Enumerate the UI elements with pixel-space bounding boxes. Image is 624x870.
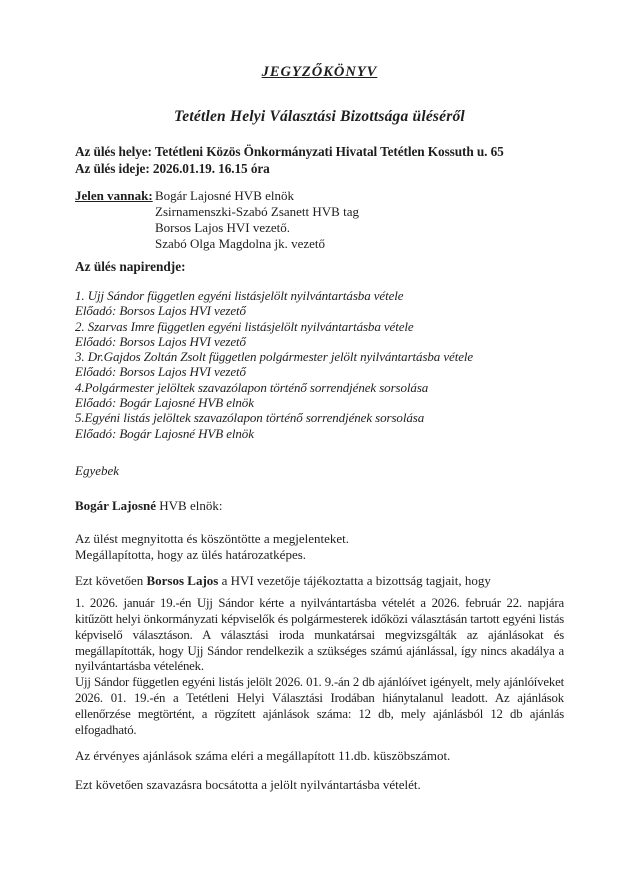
agenda-item: 3. Dr.Gajdos Zoltán Zsolt független polgármester jelölt nyilvántartásba vétele bbox=[75, 349, 474, 365]
attendees-label: Jelen vannak: bbox=[75, 188, 153, 203]
body-paragraph-registration: 1. 2026. január 19.-én Ujj Sándor kérte a nyilvántartásba vételét a 2026. február 22. napjára kitűzött helyi önkormányzati képviselők és polgármesterek időközi választásán tartott egyéni listás képviselő választáson. A választási iroda munkatársai megvizsgálták az ajánlásokat és megállapították, hogy Ujj Sándor rendelkezik a szükséges számú ajánlással, így nincs akadálya a nyilvántartásba vételének. bbox=[75, 596, 564, 674]
body-paragraph-threshold: Az érvényes ajánlások száma eléri a megállapított 11.db. küszöbszámot. bbox=[75, 748, 451, 764]
agenda-list bbox=[75, 288, 564, 441]
agenda-presenter: Előadó: Borsos Lajos HVI vezető bbox=[75, 364, 246, 380]
agenda-presenter: Előadó: Borsos Lajos HVI vezető bbox=[75, 333, 246, 349]
agenda-item: 4.Polgármester jelöltek szavazólapon történő sorrendjének sorsolása bbox=[75, 379, 429, 395]
hvi-info-line bbox=[75, 573, 564, 589]
agenda-item: 2. Szarvas Imre független egyéni listásjelölt nyilvántartásba vétele bbox=[75, 318, 414, 334]
agenda-item: 5.Egyéni listás jelöltek szavazólapon történő sorrendjének sorsolása bbox=[75, 410, 425, 426]
attendee-name: Borsos Lajos HVI vezető. bbox=[155, 220, 291, 235]
opening-remarks bbox=[75, 531, 564, 563]
opening-line-1: Az ülést megnyitotta és köszöntötte a megjelenteket. bbox=[75, 531, 350, 547]
body-paragraph-vote: Ezt követően szavazásra bocsátotta a jelölt nyilvántartásba vételét. bbox=[75, 777, 421, 793]
agenda-heading: Az ülés napirendje: bbox=[75, 259, 186, 274]
agenda-presenter: Előadó: Borsos Lajos HVI vezető bbox=[75, 303, 246, 319]
agenda-presenter: Előadó: Bogár Lajosné HVB elnök bbox=[75, 425, 254, 441]
info-suffix: a HVI vezetője tájékoztatta a bizottság tagjait, hogy bbox=[218, 573, 491, 589]
attendees-name-list bbox=[155, 188, 359, 252]
meeting-time-line: Az ülés ideje: 2026.01.19. 16.15 óra bbox=[75, 160, 270, 176]
body-paragraph-recommendations: Ujj Sándor független egyéni listás jelölt 2026. 01. 9.-án 2 db ajánlóívet igényelt, mely ajánlóíveket 2026. 01. 19.-én a Tetétleni Helyi Választási Irodában hiánytalanul leadott. Az ajánlások ellenőrzése megtörtént, a rögzített ajánlások száma: 12 db, mely ajánlásból 12 db ajánlás elfogadható. bbox=[75, 675, 564, 737]
agenda-item: 1. Ujj Sándor független egyéni listásjelölt nyilvántartásba vétele bbox=[75, 288, 404, 303]
speaker-role: HVB elnök: bbox=[156, 498, 223, 514]
document-subtitle: Tetétlen Helyi Választási Bizottsága üléséről bbox=[174, 108, 465, 125]
attendees-block bbox=[75, 188, 564, 252]
attendee-name: Szabó Olga Magdolna jk. vezető bbox=[155, 236, 326, 251]
opening-line-2: Megállapította, hogy az ülés határozatképes. bbox=[75, 547, 307, 563]
agenda-other-item: Egyebek bbox=[75, 462, 120, 478]
meeting-info-block bbox=[75, 144, 564, 177]
attendee-name: Bogár Lajosné HVB elnök bbox=[155, 188, 295, 203]
info-prefix: Ezt követően bbox=[75, 573, 147, 589]
speaker-heading bbox=[75, 498, 564, 514]
info-speaker-name: Borsos Lajos bbox=[146, 573, 219, 589]
document-title: JEGYZŐKÖNYV bbox=[261, 64, 378, 80]
attendee-name: Zsirnamenszki-Szabó Zsanett HVB tag bbox=[155, 204, 359, 219]
speaker-name: Bogár Lajosné bbox=[75, 498, 157, 514]
meeting-place-line: Az ülés helye: Tetétleni Közös Önkormányzati Hivatal Tetétlen Kossuth u. 65 bbox=[75, 144, 504, 159]
agenda-presenter: Előadó: Bogár Lajosné HVB elnök bbox=[75, 395, 254, 411]
